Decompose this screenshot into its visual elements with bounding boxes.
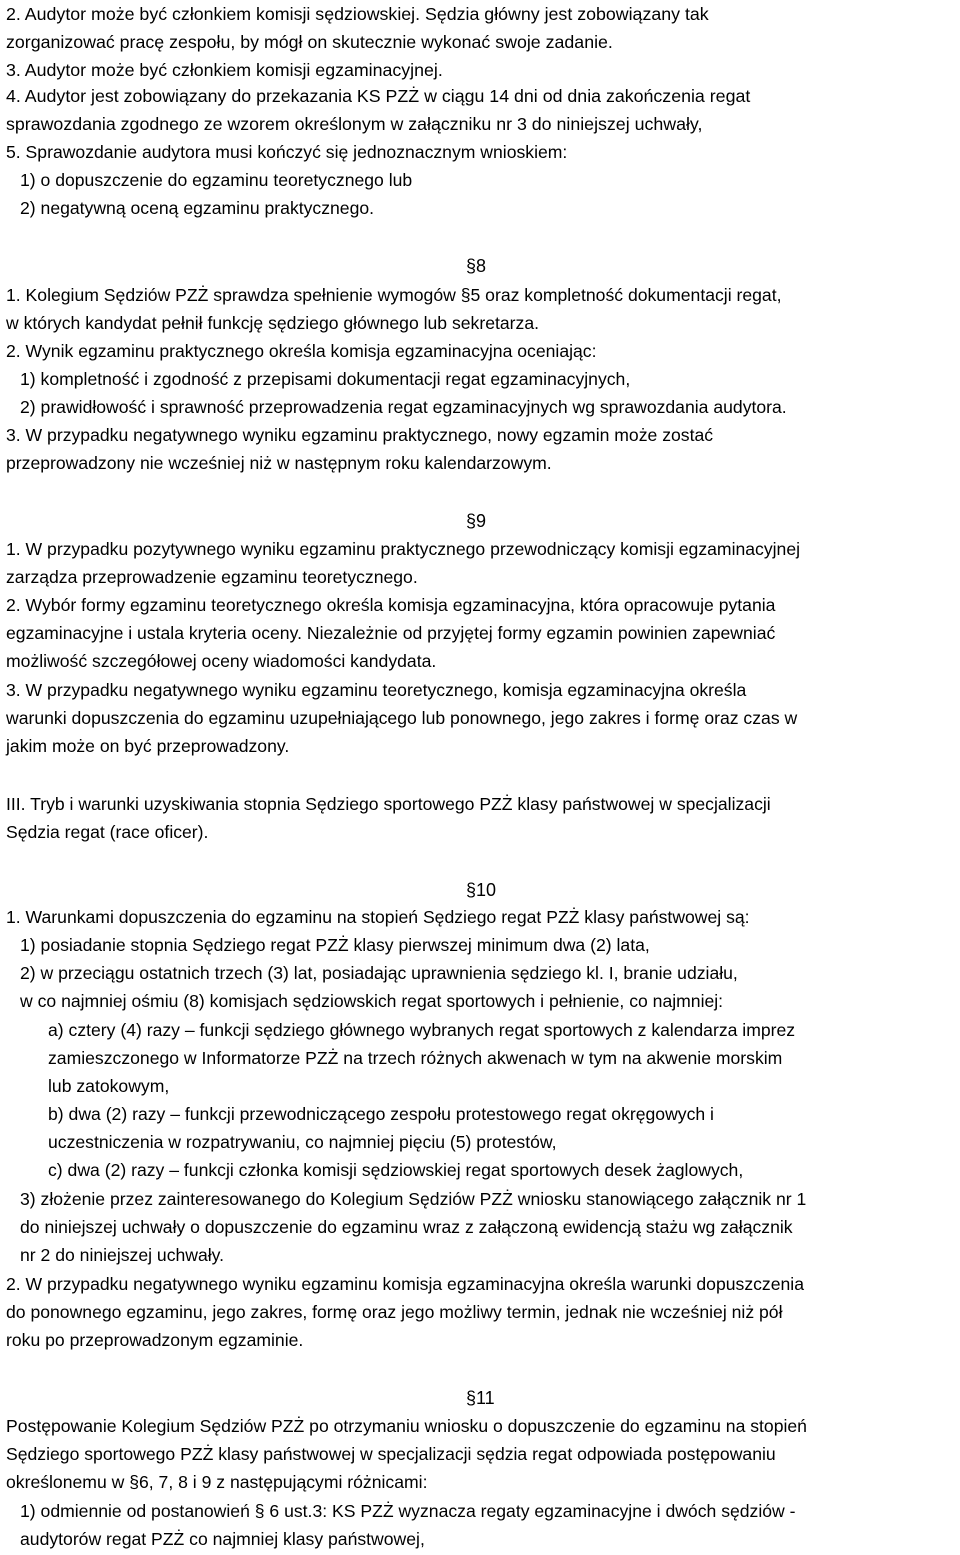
text-line: b) dwa (2) razy – funkcji przewodniczącego zespołu protestowego regat okręgowych i bbox=[48, 1104, 714, 1124]
text-line: 1. W przypadku pozytywnego wyniku egzaminu praktycznego przewodniczący komisji egzaminacyjnej bbox=[6, 539, 801, 559]
text-line: 1. Kolegium Sędziów PZŻ sprawdza spełnienie wymogów §5 oraz kompletność dokumentacji regat, bbox=[6, 285, 782, 305]
text-line: określonemu w §6, 7, 8 i 9 z następującymi różnicami: bbox=[6, 1472, 428, 1492]
text-line: 3) złożenie przez zainteresowanego do Kolegium Sędziów PZŻ wniosku stanowiącego załącznik nr 1 bbox=[20, 1189, 807, 1209]
section-heading: §9 bbox=[466, 511, 487, 531]
section-heading: §8 bbox=[466, 256, 487, 276]
text-line: 1. Warunkami dopuszczenia do egzaminu na stopień Sędziego regat PZŻ klasy państwowej są: bbox=[6, 907, 750, 927]
text-line: zamieszczonego w Informatorze PZŻ na trzech różnych akwenach w tym na akwenie morskim bbox=[48, 1048, 783, 1068]
text-line: a) cztery (4) razy – funkcji sędziego głównego wybranych regat sportowych z kalendarza imprez bbox=[48, 1020, 796, 1040]
text-line: 2. W przypadku negatywnego wyniku egzaminu komisja egzaminacyjna określa warunki dopuszczenia bbox=[6, 1274, 804, 1294]
text-line: 1) kompletność i zgodność z przepisami dokumentacji regat egzaminacyjnych, bbox=[20, 369, 631, 389]
text-line: audytorów regat PZŻ co najmniej klasy państwowej, bbox=[20, 1529, 425, 1549]
text-line: warunki dopuszczenia do egzaminu uzupełniającego lub ponownego, jego zakres i formę oraz czas w bbox=[6, 708, 798, 728]
text-line: 4. Audytor jest zobowiązany do przekazania KS PZŻ w ciągu 14 dni od dnia zakończenia regat bbox=[6, 86, 751, 106]
text-line: w których kandydat pełnił funkcję sędziego głównego lub sekretarza. bbox=[6, 313, 540, 333]
text-line: lub zatokowym, bbox=[48, 1076, 170, 1096]
text-line: 1) posiadanie stopnia Sędziego regat PZŻ klasy pierwszej minimum dwa (2) lata, bbox=[20, 935, 650, 955]
text-line: jakim może on być przeprowadzony. bbox=[6, 736, 290, 756]
text-line: zorganizować pracę zespołu, by mógł on skutecznie wykonać swoje zadanie. bbox=[6, 32, 613, 52]
text-line: przeprowadzony nie wcześniej niż w następnym roku kalendarzowym. bbox=[6, 453, 552, 473]
text-line: 1) odmiennie od postanowień § 6 ust.3: KS PZŻ wyznacza regaty egzaminacyjne i dwóch sędziów - bbox=[20, 1501, 796, 1521]
text-line: uczestniczenia w rozpatrywaniu, co najmniej pięciu (5) protestów, bbox=[48, 1132, 557, 1152]
text-line: 2) prawidłowość i sprawność przeprowadzenia regat egzaminacyjnych wg sprawozdania audytora. bbox=[20, 397, 787, 417]
text-line: 3. W przypadku negatywnego wyniku egzaminu praktycznego, nowy egzamin może zostać bbox=[6, 425, 714, 445]
text-line: 5. Sprawozdanie audytora musi kończyć się jednoznacznym wnioskiem: bbox=[6, 142, 568, 162]
text-line: nr 2 do niniejszej uchwały. bbox=[20, 1245, 225, 1265]
text-line: 2) w przeciągu ostatnich trzech (3) lat, posiadając uprawnienia sędziego kl. I, branie udziału, bbox=[20, 963, 738, 983]
text-line: zarządza przeprowadzenie egzaminu teoretycznego. bbox=[6, 567, 418, 587]
text-line: 1) o dopuszczenie do egzaminu teoretycznego lub bbox=[20, 170, 413, 190]
text-line: 2. Audytor może być członkiem komisji sędziowskiej. Sędzia główny jest zobowiązany tak bbox=[6, 4, 709, 24]
section-heading: §10 bbox=[466, 880, 497, 900]
chapter-heading: Sędzia regat (race oficer). bbox=[6, 822, 209, 842]
text-line: 2) negatywną oceną egzaminu praktycznego. bbox=[20, 198, 375, 218]
text-line: w co najmniej ośmiu (8) komisjach sędziowskich regat sportowych i pełnienie, co najmniej: bbox=[20, 991, 724, 1011]
chapter-heading: III. Tryb i warunki uzyskiwania stopnia Sędziego sportowego PZŻ klasy państwowej w specjalizacji bbox=[6, 794, 771, 814]
text-line: egzaminacyjne i ustala kryteria oceny. Niezależnie od przyjętej formy egzamin powinien zapewniać bbox=[6, 623, 776, 643]
text-line: 2. Wynik egzaminu praktycznego określa komisja egzaminacyjna oceniając: bbox=[6, 341, 597, 361]
text-line: możliwość szczegółowej oceny wiadomości kandydata. bbox=[6, 651, 437, 671]
text-line: do niniejszej uchwały o dopuszczenie do egzaminu wraz z załączoną ewidencją stażu wg załącznik bbox=[20, 1217, 793, 1237]
text-line: sprawozdania zgodnego ze wzorem określonym w załączniku nr 3 do niniejszej uchwały, bbox=[6, 114, 703, 134]
text-line: do ponownego egzaminu, jego zakres, formę oraz jego możliwy termin, jednak nie wcześniej niż pół bbox=[6, 1302, 783, 1322]
text-line: Postępowanie Kolegium Sędziów PZŻ po otrzymaniu wniosku o dopuszczenie do egzaminu na stopień bbox=[6, 1416, 807, 1436]
section-heading: §11 bbox=[466, 1388, 495, 1408]
text-line: roku po przeprowadzonym egzaminie. bbox=[6, 1330, 304, 1350]
text-line: 3. W przypadku negatywnego wyniku egzaminu teoretycznego, komisja egzaminacyjna określa bbox=[6, 680, 747, 700]
text-line: 2. Wybór formy egzaminu teoretycznego określa komisja egzaminacyjna, która opracowuje pytania bbox=[6, 595, 776, 615]
text-line: Sędziego sportowego PZŻ klasy państwowej w specjalizacji sędzia regat odpowiada postępowaniu bbox=[6, 1444, 776, 1464]
text-line: 3. Audytor może być członkiem komisji egzaminacyjnej. bbox=[6, 60, 443, 80]
text-line: c) dwa (2) razy – funkcji członka komisji sędziowskiej regat sportowych desek żaglowych, bbox=[48, 1160, 744, 1180]
